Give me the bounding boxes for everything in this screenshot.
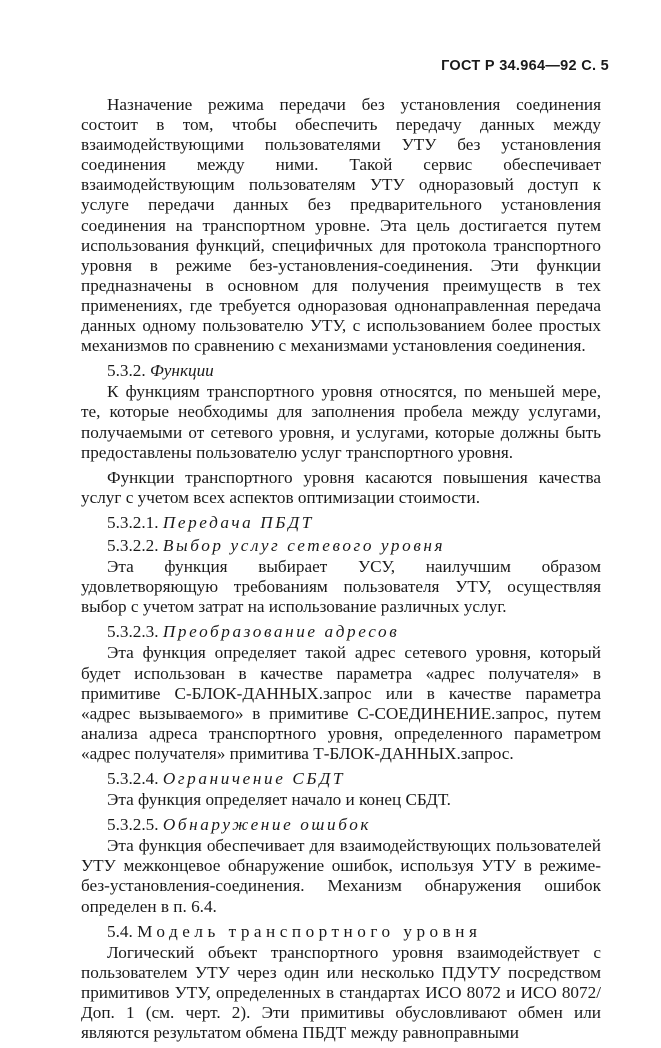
heading-5-3-2-5: [81, 815, 601, 835]
section-title: Ограничение СБДТ: [162, 769, 346, 788]
paragraph-function-4: Эта функция определяет начало и конец СБДТ.: [107, 790, 451, 810]
heading-5-3-2-4: [81, 769, 601, 789]
heading-5-3-2-3: [81, 622, 601, 642]
heading-5-3-2-1: [81, 513, 601, 533]
section-number: 5.3.2.1.: [107, 512, 159, 532]
page-header: ГОСТ Р 34.964—92 С. 5: [441, 58, 609, 74]
heading-5-4: [81, 922, 601, 942]
section-title: Выбор услуг сетевого уровня: [162, 535, 446, 555]
paragraph-function-2: Эта функция выбирает УСУ, наилучшим образом удовлетворяющую требованиям пользователя УТУ, осуществляя выбор с учетом затрат на использование различных услуг.: [81, 557, 601, 617]
section-title: Обнаружение ошибок: [162, 815, 372, 835]
paragraph-function-5: Эта функция обеспечивает для взаимодействующих пользователей УТУ межконцевое обнаружение ошибок, используя УТУ в режиме-без-установления-соединения. Механизм обнаружения ошибок определен в п. 6.4.: [81, 836, 601, 916]
section-number: 5.3.2.: [107, 361, 146, 381]
section-title: Функции: [149, 361, 214, 381]
section-number: 5.3.2.3.: [107, 622, 159, 642]
paragraph-intro: Назначение режима передачи без установления соединения состоит в том, чтобы обеспечить передачу данных между взаимодействующими пользователями УТУ без установления соединения между ними. Такой сервис обеспечивает взаимодействующим пользователям УТУ одноразовый доступ к услуге передачи данных без предварительного установления соединения на транспортном уровне. Эта цель достигается путем использования функций, специфичных для протокола транспортного уровня в режиме без-установления-соединения. Эти функции предназначены в основном для получения преимуществ в тех применениях, где требуется одноразовая однонаправленная передача данных одному пользователю УТУ, с использованием более простых механизмов по сравнению с механизмами установления соединения.: [81, 95, 601, 356]
paragraph-functions-1: К функциям транспортного уровня относятся, по меньшей мере, те, которые необходимы для заполнения пробела между услугами, получаемыми от сетевого уровня, и услугами, которые должны быть предоставлены пользователю услуг транспортного уровня.: [81, 382, 601, 462]
document-body: [81, 95, 601, 1048]
section-number: 5.3.2.4.: [107, 769, 159, 788]
section-number: 5.3.2.5.: [107, 815, 159, 835]
section-title: Передача ПБДТ: [162, 512, 314, 532]
section-number: 5.4.: [107, 921, 133, 941]
section-title: Модель транспортного уровня: [137, 921, 482, 941]
heading-5-3-2-2: [81, 536, 601, 556]
paragraph-functions-2: Функции транспортного уровня касаются повышения качества услуг с учетом всех аспектов оптимизации стоимости.: [81, 467, 601, 507]
paragraph-function-3: Эта функция определяет такой адрес сетевого уровня, который будет использован в качестве параметра «адрес получателя» в примитиве С-БЛОК-ДАННЫХ.запрос или в качестве параметра «адрес вызываемого» в примитиве С-СОЕДИНЕНИЕ.запрос, путем анализа адреса транспортного уровня, определенного параметром «адрес получателя» примитива Т-БЛОК-ДАННЫХ.запрос.: [81, 643, 601, 763]
section-title: Преобразование адресов: [162, 622, 400, 642]
heading-5-3-2: [81, 361, 601, 381]
paragraph-model: Логический объект транспортного уровня взаимодействует с пользователем УТУ через один или несколько ПДУТУ посредством примитивов УТУ, определенных в стандартах ИСО 8072 и ИСО 8072/Доп. 1 (см. черт. 2). Эти примитивы обусловливают обмен или являются результатом обмена ПБДТ между равноправными: [81, 942, 601, 1043]
section-number: 5.3.2.2.: [107, 535, 159, 555]
